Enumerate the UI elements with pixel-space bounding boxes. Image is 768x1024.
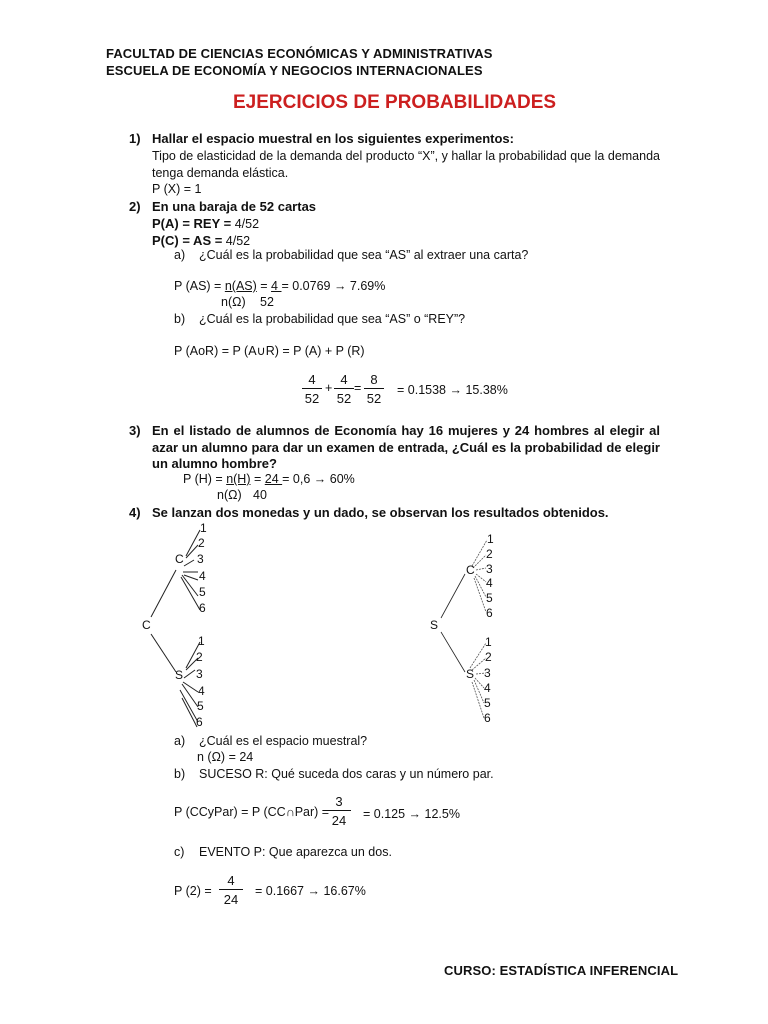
- as-prefix: P (AS) =: [174, 279, 225, 293]
- ccpar-result: = 0.125 → 12.5%: [363, 807, 460, 821]
- fraction-denominator: 52: [336, 391, 352, 406]
- right-top-leaf-6-branch: [474, 578, 486, 612]
- left-tree-top-node: C: [175, 552, 184, 566]
- left-bottom-leaf-1: 1: [198, 634, 205, 648]
- left-tree-branch-top: [151, 570, 176, 617]
- exercise-1-number: 1): [129, 131, 141, 146]
- left-tree-bottom-node: S: [175, 668, 184, 682]
- as-result: = 0.0769 → 7.69%: [281, 279, 386, 293]
- h-numerator: n(H): [226, 472, 251, 486]
- right-tree-bottom-node: S: [466, 667, 475, 681]
- question-2b-text: ¿Cuál es la probabilidad que sea “AS” o “REY”?: [199, 312, 466, 326]
- left-bottom-leaf-5: 5: [197, 699, 204, 713]
- left-top-leaf-4: 4: [199, 569, 206, 583]
- fraction-denominator: 52: [366, 391, 382, 406]
- right-bottom-leaf-6-branch: [472, 682, 484, 718]
- exercise-3-question: En el listado de alumnos de Economía hay 16 mujeres y 24 hombres al elegir al azar un alumno para dar un examen de entrada, ¿Cuál es la probabilidad de elegir un alumno hombre?: [152, 423, 660, 471]
- left-top-leaf-2: 2: [198, 536, 205, 550]
- prob-rey-label: P(A) = REY =: [152, 216, 232, 231]
- question-4a-text: ¿Cuál es el espacio muestral?: [199, 734, 368, 748]
- right-top-leaf-3-branch: [476, 568, 486, 570]
- right-bottom-leaf-4-branch: [475, 678, 484, 688]
- question-4c-letter: c): [174, 845, 185, 859]
- h-value: 24: [264, 472, 283, 486]
- course-name: CURSO: ESTADÍSTICA INFERENCIAL: [444, 963, 679, 978]
- question-4a-letter: a): [174, 734, 186, 748]
- fraction-denominator: 24: [223, 892, 239, 907]
- right-tree-top-node: C: [466, 563, 475, 577]
- left-bottom-leaf-3-branch: [184, 670, 195, 678]
- exercise-1-text: Tipo de elasticidad de la demanda del producto “X”, y hallar la probabilidad que la demanda tenga demanda elástica.: [152, 149, 660, 180]
- fraction-4-24: [219, 873, 243, 907]
- union-formula: P (AoR) = P (A∪R) = P (A) + P (R): [174, 344, 365, 358]
- left-tree-branch-bottom: [151, 634, 176, 672]
- equals-sign: =: [354, 381, 362, 395]
- right-top-leaf-2: 2: [486, 547, 493, 561]
- exercise-1-question: Hallar el espacio muestral en los siguientes experimentos:: [152, 131, 514, 146]
- right-top-leaf-4: 4: [486, 576, 493, 590]
- left-bottom-leaf-3: 3: [196, 667, 203, 681]
- right-bottom-leaf-3: 3: [484, 666, 491, 680]
- school-name: ESCUELA DE ECONOMÍA Y NEGOCIOS INTERNACIONALES: [106, 63, 483, 78]
- right-bottom-leaf-6: 6: [484, 711, 491, 725]
- faculty-name: FACULTAD DE CIENCIAS ECONÓMICAS Y ADMINISTRATIVAS: [106, 46, 493, 61]
- h-denominator: n(Ω): [217, 488, 242, 502]
- left-top-leaf-6-branch: [181, 577, 200, 610]
- prob-as-value: 4/52: [222, 234, 251, 248]
- fraction-numerator: 4: [302, 372, 322, 389]
- h-prefix: P (H) =: [183, 472, 227, 486]
- plus-sign: +: [325, 381, 333, 395]
- ccpar-label: P (CCyPar) = P (CC∩Par) =: [174, 805, 330, 819]
- left-top-leaf-1: 1: [200, 521, 207, 535]
- right-bottom-leaf-1: 1: [485, 635, 492, 649]
- left-bottom-leaf-4-branch: [183, 682, 198, 692]
- fraction-numerator: 3: [327, 794, 351, 811]
- exercise-2-number: 2): [129, 199, 141, 214]
- exercise-3-number: 3): [129, 423, 141, 438]
- question-4b-text: SUCESO R: Qué suceda dos caras y un número par.: [199, 767, 494, 781]
- prob-rey-value: 4/52: [231, 217, 260, 231]
- left-bottom-leaf-2: 2: [196, 650, 203, 664]
- left-tree-root: C: [142, 618, 151, 632]
- right-top-leaf-5: 5: [486, 591, 493, 605]
- p2-label: P (2) =: [174, 884, 212, 898]
- right-bottom-leaf-1-branch: [470, 643, 486, 668]
- fraction-numerator: 4: [219, 873, 243, 890]
- sample-space-result: n (Ω) = 24: [197, 750, 254, 764]
- left-top-leaf-6: 6: [199, 601, 206, 615]
- as-denominator-value: 52: [260, 295, 274, 309]
- p2-result: = 0.1667 → 16.67%: [255, 884, 366, 898]
- page-title: EJERCICIOS DE PROBABILIDADES: [233, 92, 557, 113]
- exercise-1-result: P (X) = 1: [152, 182, 202, 196]
- sum-result: = 0.1538 → 15.38%: [397, 383, 508, 397]
- fraction-denominator: 52: [304, 391, 320, 406]
- right-top-leaf-1: 1: [487, 532, 494, 546]
- right-tree-branch-bottom: [441, 632, 465, 672]
- question-2a-text: ¿Cuál es la probabilidad que sea “AS” al extraer una carta?: [199, 248, 529, 262]
- exercise-4-question: Se lanzan dos monedas y un dado, se observan los resultados obtenidos.: [152, 505, 609, 520]
- fraction-numerator: 4: [334, 372, 354, 389]
- question-4c-text: EVENTO P: Que aparezca un dos.: [199, 845, 392, 859]
- as-equals: =: [256, 279, 272, 293]
- h-equals: =: [250, 472, 265, 486]
- fraction-3-24: [327, 794, 351, 828]
- right-top-leaf-3: 3: [486, 562, 493, 576]
- question-2b-letter: b): [174, 312, 186, 326]
- left-top-leaf-4-branch-b: [184, 575, 198, 580]
- left-bottom-leaf-4: 4: [198, 684, 205, 698]
- right-bottom-leaf-4: 4: [484, 681, 491, 695]
- prob-as-label: P(C) = AS =: [152, 233, 223, 248]
- as-numerator: n(AS): [224, 279, 257, 293]
- as-value: 4: [271, 279, 282, 293]
- right-tree-branch-top: [441, 574, 465, 618]
- left-top-leaf-3: 3: [197, 552, 204, 566]
- right-top-leaf-6: 6: [486, 606, 493, 620]
- fraction-numerator: 8: [364, 372, 384, 389]
- h-denominator-value: 40: [253, 488, 267, 502]
- h-result: = 0,6 → 60%: [282, 472, 355, 486]
- question-2a-letter: a): [174, 248, 186, 262]
- right-bottom-leaf-2: 2: [485, 650, 492, 664]
- right-tree-root: S: [430, 618, 439, 632]
- left-top-leaf-5: 5: [199, 585, 206, 599]
- left-top-leaf-3-branch: [184, 560, 194, 566]
- left-bottom-leaf-6: 6: [196, 715, 203, 729]
- fraction-denominator: 24: [331, 813, 347, 828]
- question-4b-letter: b): [174, 767, 186, 781]
- exercise-2-question: En una baraja de 52 cartas: [152, 199, 317, 214]
- exercise-4-number: 4): [129, 505, 141, 520]
- right-bottom-leaf-5: 5: [484, 696, 491, 710]
- right-top-leaf-5-branch: [475, 576, 486, 597]
- as-denominator: n(Ω): [221, 295, 246, 309]
- right-top-leaf-4-branch: [476, 574, 486, 582]
